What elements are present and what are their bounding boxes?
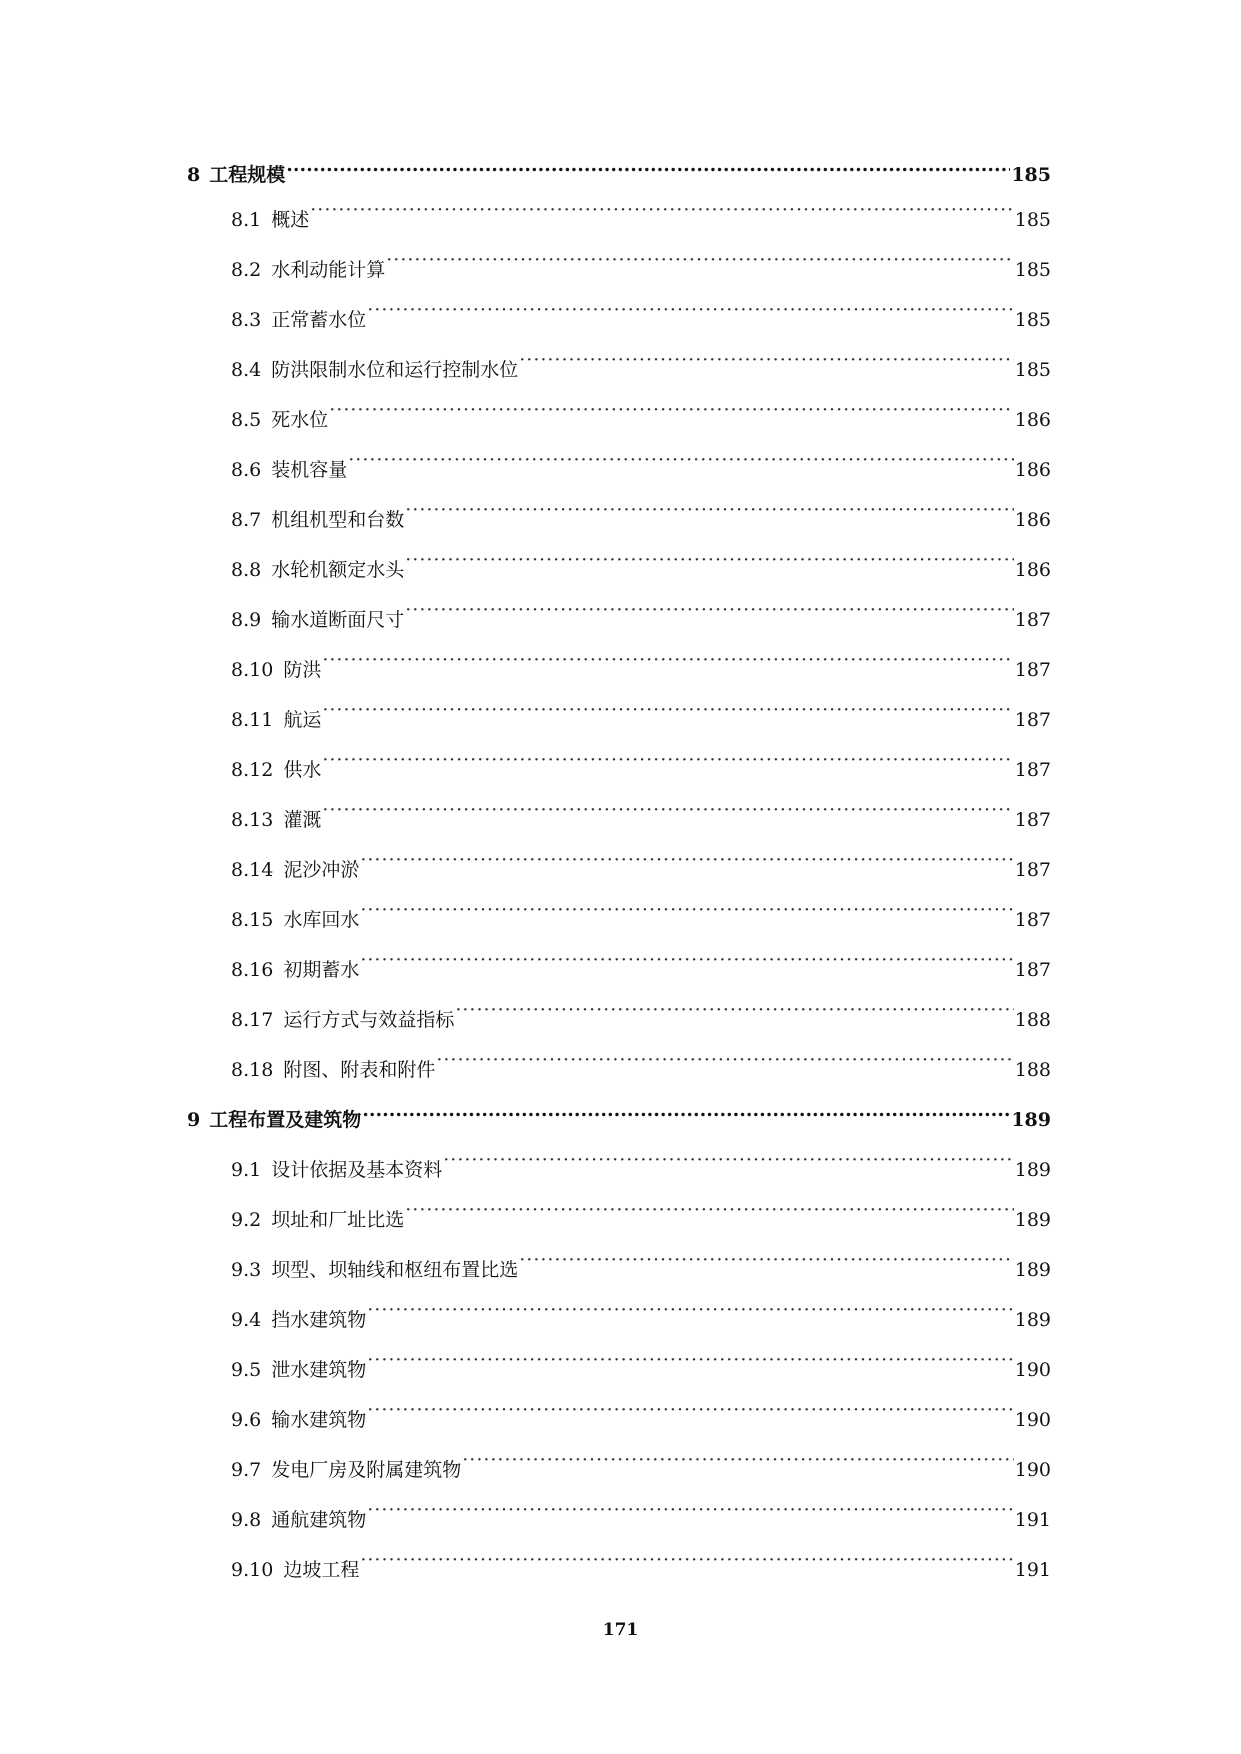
toc-page-number: 191 xyxy=(1014,1509,1051,1531)
toc-title: 挡水建筑物 xyxy=(271,1309,367,1331)
toc-title: 工程规模 xyxy=(209,164,286,186)
toc-number: 9.2 xyxy=(231,1209,262,1231)
toc-number: 8.16 xyxy=(231,959,274,981)
toc-leader-dots xyxy=(329,394,1014,426)
toc-entry-9-2[interactable] xyxy=(231,1194,1051,1231)
toc-page-number: 186 xyxy=(1014,559,1051,581)
toc-page-number: 186 xyxy=(1014,509,1051,531)
toc-entry-8-12[interactable] xyxy=(231,744,1051,781)
toc-title: 防洪限制水位和运行控制水位 xyxy=(271,359,519,381)
toc-leader-dots xyxy=(443,1144,1014,1176)
toc-title: 水库回水 xyxy=(283,909,360,931)
toc-page-number: 185 xyxy=(1011,164,1051,186)
toc-page-number: 187 xyxy=(1014,909,1051,931)
toc-page-number: 187 xyxy=(1014,809,1051,831)
toc-title: 死水位 xyxy=(271,409,329,431)
toc-entry-8-14[interactable] xyxy=(231,844,1051,881)
toc-number: 8.5 xyxy=(231,409,262,431)
toc-page-number: 189 xyxy=(1014,1309,1051,1331)
toc-title: 输水建筑物 xyxy=(271,1409,367,1431)
toc-title: 灌溉 xyxy=(283,809,322,831)
toc-title: 设计依据及基本资料 xyxy=(271,1159,443,1181)
toc-title: 供水 xyxy=(283,759,322,781)
toc-leader-dots xyxy=(322,794,1013,826)
toc-number: 9.3 xyxy=(231,1259,262,1281)
toc-number: 8.4 xyxy=(231,359,262,381)
toc-leader-dots xyxy=(362,1094,1010,1126)
toc-page-number: 187 xyxy=(1014,609,1051,631)
toc-number: 8 xyxy=(187,164,201,186)
toc-leader-dots xyxy=(322,744,1013,776)
toc-number: 8.14 xyxy=(231,859,274,881)
toc-number: 8.12 xyxy=(231,759,274,781)
toc-page-number: 189 xyxy=(1014,1259,1051,1281)
toc-number: 9.1 xyxy=(231,1159,262,1181)
toc-page-number: 186 xyxy=(1014,409,1051,431)
toc-number: 8.18 xyxy=(231,1059,274,1081)
toc-entry-8-2[interactable] xyxy=(231,244,1051,281)
toc-leader-dots xyxy=(360,894,1013,926)
toc-page-number: 190 xyxy=(1014,1359,1051,1381)
toc-entry-9-6[interactable] xyxy=(231,1394,1051,1431)
toc-leader-dots xyxy=(360,844,1013,876)
toc-leader-dots xyxy=(405,494,1014,526)
toc-number: 8.2 xyxy=(231,259,262,281)
toc-entry-9-3[interactable] xyxy=(231,1244,1051,1281)
toc-title: 坝型、坝轴线和枢纽布置比选 xyxy=(271,1259,519,1281)
toc-number: 9.5 xyxy=(231,1359,262,1381)
toc-title: 运行方式与效益指标 xyxy=(283,1009,455,1031)
toc-leader-dots xyxy=(386,244,1014,276)
toc-leader-dots xyxy=(367,1494,1014,1526)
toc-page-number: 188 xyxy=(1014,1009,1051,1031)
toc-leader-dots xyxy=(367,1394,1014,1426)
toc-entry-8-10[interactable] xyxy=(231,644,1051,681)
toc-leader-dots xyxy=(436,1044,1013,1076)
toc-entry-8-17[interactable] xyxy=(231,994,1051,1031)
toc-entry-9-8[interactable] xyxy=(231,1494,1051,1531)
toc-page-number: 189 xyxy=(1014,1209,1051,1231)
toc-number: 8.9 xyxy=(231,609,262,631)
toc-number: 8.13 xyxy=(231,809,274,831)
toc-leader-dots xyxy=(322,644,1013,676)
toc-leader-dots xyxy=(367,1294,1014,1326)
toc-page-number: 191 xyxy=(1014,1559,1051,1581)
toc-title: 输水道断面尺寸 xyxy=(271,609,405,631)
toc-leader-dots xyxy=(405,594,1014,626)
toc-leader-dots xyxy=(322,694,1013,726)
toc-title: 通航建筑物 xyxy=(271,1509,367,1531)
toc-leader-dots xyxy=(367,294,1014,326)
toc-number: 8.17 xyxy=(231,1009,274,1031)
toc-leader-dots xyxy=(360,944,1013,976)
toc-leader-dots xyxy=(348,444,1014,476)
toc-entry-8-4[interactable] xyxy=(231,344,1051,381)
toc-page-number: 185 xyxy=(1014,209,1051,231)
toc-title: 正常蓄水位 xyxy=(271,309,367,331)
toc-title: 附图、附表和附件 xyxy=(283,1059,436,1081)
toc-title: 泄水建筑物 xyxy=(271,1359,367,1381)
toc-number: 8.11 xyxy=(231,709,274,731)
toc-number: 8.7 xyxy=(231,509,262,531)
toc-leader-dots xyxy=(455,994,1013,1026)
toc-title: 泥沙冲淤 xyxy=(283,859,360,881)
toc-chapter-8[interactable] xyxy=(187,149,1051,186)
toc-page-number: 187 xyxy=(1014,859,1051,881)
toc-entry-9-1[interactable] xyxy=(231,1144,1051,1181)
toc-entry-8-7[interactable] xyxy=(231,494,1051,531)
toc-entry-8-13[interactable] xyxy=(231,794,1051,831)
toc-title: 装机容量 xyxy=(271,459,348,481)
toc-leader-dots xyxy=(405,1194,1014,1226)
toc-leader-dots xyxy=(519,1244,1014,1276)
toc-leader-dots xyxy=(405,544,1014,576)
toc-number: 9 xyxy=(187,1109,201,1131)
toc-page-number: 185 xyxy=(1014,259,1051,281)
toc-title: 航运 xyxy=(283,709,322,731)
toc-leader-dots xyxy=(519,344,1014,376)
toc-title: 水利动能计算 xyxy=(271,259,386,281)
toc-title: 防洪 xyxy=(283,659,322,681)
toc-title: 水轮机额定水头 xyxy=(271,559,405,581)
toc-title: 概述 xyxy=(271,209,310,231)
toc-number: 8.10 xyxy=(231,659,274,681)
toc-number: 8.15 xyxy=(231,909,274,931)
toc-entry-9-4[interactable] xyxy=(231,1294,1051,1331)
toc-entry-9-7[interactable] xyxy=(231,1444,1051,1481)
toc-leader-dots xyxy=(360,1544,1013,1576)
toc-page-number: 189 xyxy=(1014,1159,1051,1181)
toc-page-number: 187 xyxy=(1014,759,1051,781)
toc-number: 8.1 xyxy=(231,209,262,231)
toc-title: 初期蓄水 xyxy=(283,959,360,981)
toc-page-number: 189 xyxy=(1011,1109,1051,1131)
toc-entry-8-16[interactable] xyxy=(231,944,1051,981)
toc-number: 9.6 xyxy=(231,1409,262,1431)
toc-page-number: 185 xyxy=(1014,309,1051,331)
toc-number: 9.4 xyxy=(231,1309,262,1331)
toc-number: 8.8 xyxy=(231,559,262,581)
toc-number: 8.3 xyxy=(231,309,262,331)
toc-page-number: 187 xyxy=(1014,709,1051,731)
toc-chapter-9[interactable] xyxy=(187,1094,1051,1131)
toc-entry-8-11[interactable] xyxy=(231,694,1051,731)
toc-entry-8-8[interactable] xyxy=(231,544,1051,581)
toc-title: 坝址和厂址比选 xyxy=(271,1209,405,1231)
toc-page-number: 186 xyxy=(1014,459,1051,481)
toc-number: 9.8 xyxy=(231,1509,262,1531)
toc-leader-dots xyxy=(310,194,1014,226)
toc-entry-8-5[interactable] xyxy=(231,394,1051,431)
toc-entry-8-6[interactable] xyxy=(231,444,1051,481)
toc-entry-8-15[interactable] xyxy=(231,894,1051,931)
toc-leader-dots xyxy=(462,1444,1014,1476)
toc-entry-8-9[interactable] xyxy=(231,594,1051,631)
toc-entry-9-5[interactable] xyxy=(231,1344,1051,1381)
toc-leader-dots xyxy=(367,1344,1014,1376)
toc-title: 边坡工程 xyxy=(283,1559,360,1581)
toc-title: 工程布置及建筑物 xyxy=(209,1109,362,1131)
toc-page-number: 190 xyxy=(1014,1459,1051,1481)
toc-page-number: 187 xyxy=(1014,659,1051,681)
toc-entry-8-3[interactable] xyxy=(231,294,1051,331)
toc-title: 机组机型和台数 xyxy=(271,509,405,531)
page-number: 171 xyxy=(602,1620,639,1640)
toc-title: 发电厂房及附属建筑物 xyxy=(271,1459,462,1481)
toc-number: 8.6 xyxy=(231,459,262,481)
toc-page-number: 187 xyxy=(1014,959,1051,981)
toc-page-number: 188 xyxy=(1014,1059,1051,1081)
toc-entry-8-18[interactable] xyxy=(231,1044,1051,1081)
toc-page-number: 190 xyxy=(1014,1409,1051,1431)
toc-number: 9.10 xyxy=(231,1559,274,1581)
toc-leader-dots xyxy=(286,149,1010,181)
toc-entry-8-1[interactable] xyxy=(231,194,1051,231)
toc-entry-9-10[interactable] xyxy=(231,1544,1051,1581)
toc-page-number: 185 xyxy=(1014,359,1051,381)
toc-number: 9.7 xyxy=(231,1459,262,1481)
